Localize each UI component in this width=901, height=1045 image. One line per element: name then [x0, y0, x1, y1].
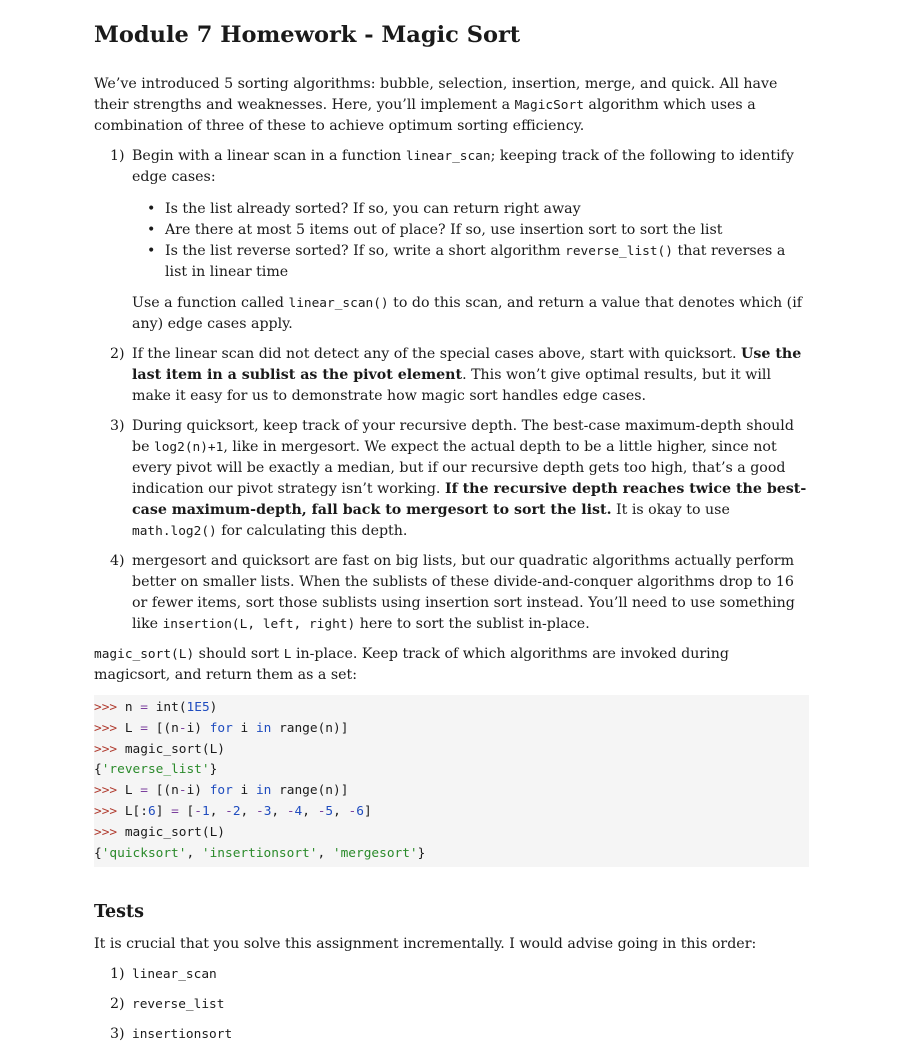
step-text [132, 416, 809, 542]
step-item [94, 551, 809, 635]
code-token: , [186, 845, 202, 861]
list-item-text: that reverses a list in linear time [165, 243, 786, 280]
magic-sort-paragraph [94, 644, 809, 686]
code-line [94, 762, 217, 777]
code-token: 'insertionsort' [201, 845, 318, 861]
code-token: i [232, 720, 256, 736]
step-text-segment: mergesort and quicksort are fast on big lists, but our quadratic algorithms actually perform better on smaller lists. When the sublists of these divide-and-conquer algorithms drop to 16 or fewer items, sort those sublists using insertion sort instead. You’ll need to use something like [132, 553, 795, 632]
code-prompt: >>> [94, 824, 118, 840]
code-token: - [194, 803, 202, 819]
code-token: - [178, 783, 187, 799]
code-line [94, 721, 348, 736]
code-token: magic_sort(L) [124, 824, 226, 840]
code-token: 2 [232, 803, 241, 819]
edge-case-list [132, 199, 809, 283]
list-item: • Is the list already sorted? If so, you can return right away [132, 199, 809, 220]
step-text-segment: Begin with a linear scan in a function [132, 148, 406, 164]
code-line [94, 804, 372, 819]
step-item [94, 416, 809, 542]
intro-paragraph [94, 74, 809, 137]
test-order-list [94, 964, 809, 1045]
code-token: for [209, 783, 233, 799]
step-code: linear_scan [405, 149, 491, 164]
code-token: } [417, 845, 426, 861]
step-followup [132, 293, 809, 335]
code-token: ] [155, 803, 172, 819]
code-token: 4 [294, 803, 303, 819]
tests-heading: Tests [94, 902, 144, 923]
list-item-number: 3) [110, 1026, 125, 1043]
code-token: [(n [155, 720, 179, 736]
step-text-segment: for calculating this depth. [216, 523, 408, 539]
code-line [94, 700, 217, 715]
code-token: 1 [201, 803, 210, 819]
code-token: 'mergesort' [332, 845, 418, 861]
code-token: = [140, 720, 148, 736]
step-bold-text: If the recursive depth reaches twice the best-case maximum-depth, fall back to mergesort to sort the list. [132, 481, 807, 518]
intro-code: MagicSort [514, 98, 584, 113]
code-token: 5 [325, 803, 334, 819]
step-code: log2(n)+1 [154, 440, 224, 455]
magic-code: L [283, 647, 292, 662]
list-item-code: linear_scan [132, 967, 217, 983]
code-prompt: >>> [94, 741, 118, 757]
code-token: - [317, 803, 326, 819]
code-token: { [94, 845, 102, 861]
magic-text: should sort [194, 646, 284, 662]
step-text [132, 344, 809, 407]
code-token: } [209, 762, 218, 778]
step-text-segment: . This won’t give optimal results, but it will make it easy for us to demonstrate how magic sort handles edge cases. [132, 367, 771, 404]
followup-code: linear_scan() [288, 296, 389, 311]
code-token: [ [178, 803, 195, 819]
code-token: i) [186, 783, 210, 799]
followup-text: to do this scan, and return a value that denotes which (if any) edge cases apply. [132, 295, 803, 332]
followup-text: Use a function called [132, 295, 289, 311]
list-item [132, 241, 809, 283]
list-item: • Are there at most 5 items out of place? If so, use insertion sort to sort the list [132, 220, 809, 241]
code-token: n [124, 700, 133, 715]
step-item [94, 146, 809, 335]
code-token: , [302, 803, 318, 819]
list-item-text: Is the list reverse sorted? If so, write a short algorithm [165, 243, 566, 259]
code-token: 1E5 [186, 700, 210, 715]
tests-intro: It is crucial that you solve this assignment incrementally. I would advise going in this order: [94, 936, 757, 953]
code-token: i) [186, 720, 210, 736]
code-token: 6 [356, 803, 364, 819]
list-item [94, 1024, 809, 1045]
step-item [94, 344, 809, 407]
code-token: { [94, 762, 102, 778]
code-token: 'reverse_list' [101, 762, 210, 778]
code-token: - [286, 803, 295, 819]
code-token: L [124, 720, 133, 736]
list-item [94, 994, 809, 1015]
step-number: 4) [110, 553, 125, 569]
step-bold-text: Use the last item in a sublist as the pivot element [132, 346, 802, 383]
code-prompt: >>> [94, 720, 118, 736]
code-token: L[: [124, 803, 148, 819]
list-item-code: insertionsort [132, 1027, 233, 1043]
code-token: i [232, 783, 256, 799]
list-item-number: 2) [110, 996, 125, 1013]
intro-text: We’ve introduced 5 sorting algorithms: bubble, selection, insertion, merge, and quick. All have their strengths and weaknesses. Here, you’ll implement a [94, 76, 778, 113]
list-item [94, 964, 809, 985]
code-token: - [178, 720, 187, 736]
code-token: in [255, 720, 272, 736]
code-token: for [209, 720, 233, 736]
code-token: = [140, 700, 148, 715]
step-number: 1) [110, 148, 125, 164]
step-number: 3) [110, 418, 125, 434]
steps-list [94, 146, 809, 635]
code-example-block [94, 695, 809, 867]
step-text-segment: , like in mergesort. We expect the actual depth to be a little higher, since not every pivot will be exactly a median, but if our recursive depth gets too high, that’s a good indication our pivot strategy isn’t working. [132, 439, 786, 497]
code-token: 3 [263, 803, 272, 819]
code-token: ) [209, 700, 218, 715]
code-token: [(n [155, 783, 179, 799]
code-line [94, 783, 348, 798]
code-prompt: >>> [94, 700, 118, 715]
code-line [94, 742, 225, 757]
code-token: = [140, 783, 148, 799]
code-token: - [255, 803, 264, 819]
step-text-segment: here to sort the sublist in-place. [355, 616, 590, 632]
step-text-segment: During quicksort, keep track of your recursive depth. The best-case maximum-depth should be [132, 418, 794, 455]
code-prompt: >>> [94, 803, 118, 819]
code-prompt: >>> [94, 783, 118, 799]
code-token: - [348, 803, 357, 819]
magic-text: in-place. Keep track of which algorithms are invoked during magicsort, and return them as a set: [94, 646, 729, 683]
tests-section [94, 900, 809, 1045]
step-text [132, 146, 809, 188]
step-text [132, 551, 809, 635]
code-token: , [209, 803, 226, 819]
code-token: 'quicksort' [101, 845, 187, 861]
code-token: int( [155, 700, 187, 715]
code-token: ] [363, 803, 372, 819]
step-code: math.log2() [132, 524, 217, 539]
list-item-code: reverse_list() [565, 244, 673, 259]
step-text-segment: ; keeping track of the following to identify edge cases: [132, 148, 794, 185]
code-token: magic_sort(L) [124, 741, 226, 757]
code-token: range(n)] [271, 720, 349, 736]
code-token: in [255, 783, 272, 799]
code-token: - [225, 803, 233, 819]
list-item-number: 1) [110, 966, 125, 983]
step-number: 2) [110, 346, 125, 362]
step-text-segment: If the linear scan did not detect any of the special cases above, start with quicksort. [132, 346, 742, 362]
code-token: , [240, 803, 256, 819]
code-line [94, 846, 425, 861]
code-token: , [333, 803, 349, 819]
magic-code: magic_sort(L) [94, 647, 195, 662]
code-token: = [171, 803, 179, 819]
step-code: insertion(L, left, right) [162, 617, 356, 632]
code-token: range(n)] [271, 783, 349, 799]
page-title: Module 7 Homework - Magic Sort [94, 22, 521, 48]
code-token: 6 [147, 803, 156, 819]
code-token: L [124, 783, 133, 799]
code-token: , [271, 803, 287, 819]
code-line [94, 825, 225, 840]
step-text-segment: It is okay to use [611, 502, 730, 518]
code-token: , [317, 845, 333, 861]
intro-text: algorithm which uses a combination of three of these to achieve optimum sorting efficiency. [94, 97, 756, 134]
list-item-code: reverse_list [132, 997, 225, 1013]
